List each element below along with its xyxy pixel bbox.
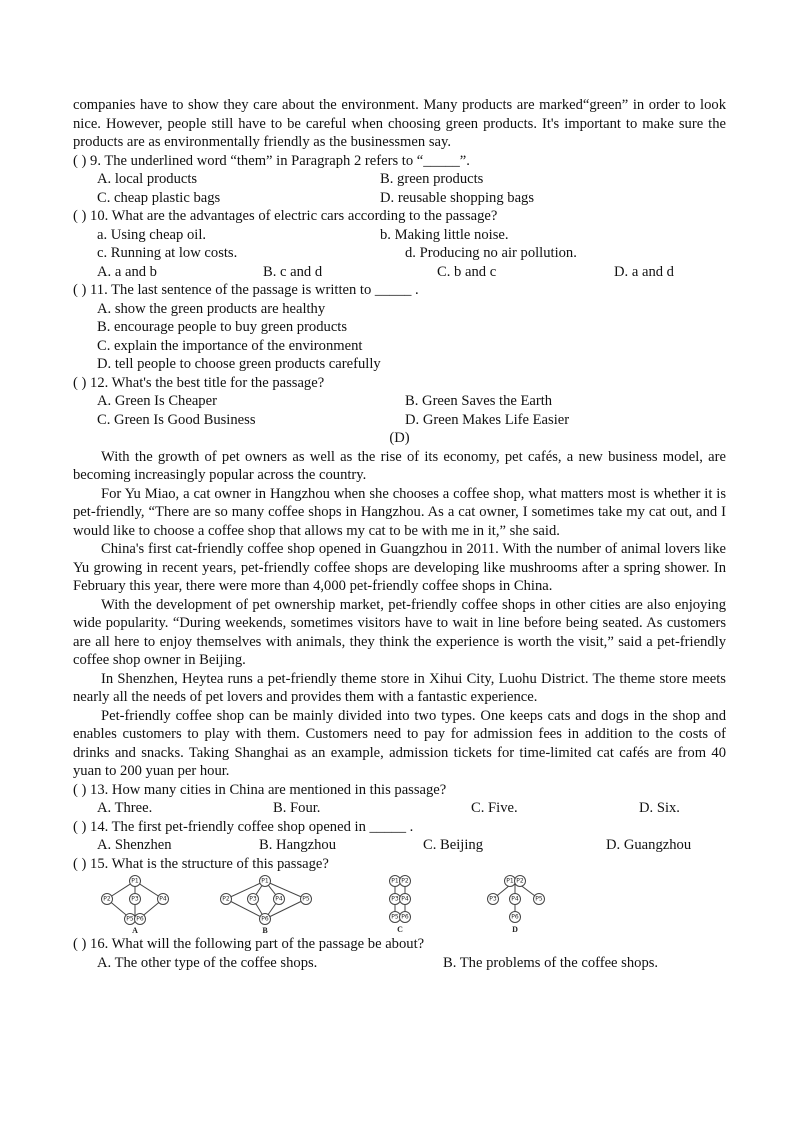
node-label: P3	[391, 895, 399, 903]
node-label: P3	[489, 895, 497, 903]
structure-diagrams	[73, 875, 726, 935]
option-13a[interactable]: A. Three.	[97, 800, 153, 816]
node-label: P4	[159, 895, 167, 903]
option-10c[interactable]: C. b and c	[437, 263, 497, 280]
option-11d[interactable]: D. tell people to choose green products carefully	[97, 356, 381, 372]
structure-diagram-d[interactable]	[483, 875, 563, 935]
option-12c[interactable]: C. Green Is Good Business	[97, 411, 256, 428]
option-16b[interactable]: B. The problems of the coffee shops.	[443, 954, 659, 971]
question-13	[73, 781, 726, 818]
option-12b[interactable]: B. Green Saves the Earth	[405, 393, 553, 409]
question-10-stem: ( ) 10. What are the advantages of electric cars according to the passage?	[73, 208, 498, 224]
option-12d[interactable]: D. Green Makes Life Easier	[405, 411, 570, 428]
question-14-stem: ( ) 14. The first pet-friendly coffee shop opened in _____ .	[73, 818, 414, 835]
node-label: P3	[131, 895, 139, 903]
option-16a[interactable]: A. The other type of the coffee shops.	[97, 954, 318, 971]
node-label: P3	[249, 895, 257, 903]
node-label: P2	[401, 877, 409, 885]
option-9d[interactable]: D. reusable shopping bags	[380, 189, 535, 206]
question-13-stem: ( ) 13. How many cities in China are mentioned in this passage?	[73, 781, 447, 798]
option-10b[interactable]: B. c and d	[263, 263, 323, 280]
node-label: P6	[401, 913, 409, 921]
structure-diagram-b[interactable]	[217, 875, 387, 935]
question-9	[73, 152, 726, 208]
node-label: P5	[535, 895, 543, 903]
question-15-stem: ( ) 15. What is the structure of this passage?	[73, 855, 329, 872]
diagram-edge	[265, 881, 306, 899]
node-label: P6	[511, 913, 519, 921]
node-label: P5	[126, 915, 134, 923]
question-15	[73, 855, 726, 936]
section-label: (D)	[389, 430, 410, 446]
option-11c[interactable]: C. explain the importance of the environment	[97, 337, 363, 354]
node-label: P2	[103, 895, 111, 903]
question-16	[73, 935, 726, 972]
node-label: P4	[275, 895, 283, 903]
option-9a[interactable]: A. local products	[97, 171, 198, 187]
node-label: P4	[401, 895, 409, 903]
option-11b[interactable]: B. encourage people to buy green products	[97, 319, 348, 335]
option-9c[interactable]: C. cheap plastic bags	[97, 189, 221, 206]
node-label: P1	[131, 877, 139, 885]
diagram-edge	[265, 899, 306, 919]
node-label: P2	[222, 895, 230, 903]
question-9-stem: ( ) 9. The underlined word “them” in Paragraph 2 refers to “_____”.	[73, 152, 470, 169]
passage-paragraph: With the growth of pet owners as well as the rise of its economy, pet cafés, a new business model, are becoming increasingly popular across the country.	[73, 448, 726, 483]
diagram-label-c: C	[397, 925, 403, 934]
option-14d[interactable]: D. Guangzhou	[606, 837, 692, 853]
option-10a[interactable]: A. a and b	[97, 263, 157, 280]
passage-paragraph: With the development of pet ownership market, pet-friendly coffee shops in other cities are also enjoying wide popularity. “During weekends, sometimes visitors have to wait in line before being seated. As customers are all here to enjoy themselves with animals, they think the experience is worth the visit,” said a pet-friendly coffee shop owner in Beijing.	[73, 596, 726, 668]
passage-paragraph: Pet-friendly coffee shop can be mainly divided into two types. One keeps cats and dogs in the shop and enables customers to play with them. Customers need to pay for admission fees in addition to the costs of drinks and snacks. Taking Shanghai as an example, admission tickets for time-limited cat cafés are from 40 yuan to 200 yuan per hour.	[73, 707, 726, 779]
option-10d[interactable]: D. a and d	[614, 263, 674, 280]
passage-paragraph: China's first cat-friendly coffee shop opened in Guangzhou in 2011. With the number of animal lovers like Yu growing in recent years, pet-friendly coffee shops are developing like mushrooms after a spring shower. In February this year, there were more than 4,000 pet-friendly coffee shops in China.	[73, 541, 726, 594]
option-11a[interactable]: A. show the green products are healthy	[97, 300, 326, 317]
option-13c[interactable]: C. Five.	[471, 800, 518, 816]
statement-10a: a. Using cheap oil.	[97, 226, 207, 243]
question-16-stem: ( ) 16. What will the following part of the passage be about?	[73, 936, 425, 952]
node-label: P1	[506, 877, 514, 885]
statement-10d: d. Producing no air pollution.	[405, 245, 577, 261]
worksheet-page	[73, 96, 726, 972]
option-13b[interactable]: B. Four.	[273, 800, 321, 816]
question-12-stem: ( ) 12. What's the best title for the passage?	[73, 374, 325, 391]
question-10	[73, 207, 726, 281]
question-12	[73, 374, 726, 430]
node-label: P2	[516, 877, 524, 885]
statement-10b: b. Making little noise.	[380, 226, 509, 243]
option-12a[interactable]: A. Green Is Cheaper	[97, 393, 217, 409]
question-14	[73, 818, 726, 855]
intro-paragraph: companies have to show they care about the environment. Many products are marked“green” in order to look nice. However, people still have to be careful when choosing green products. It's important to make sure the products are as environmentally friendly as the businessmen say.	[73, 97, 726, 150]
node-label: P5	[391, 913, 399, 921]
diagram-label-a: A	[132, 926, 138, 935]
structure-diagram-c[interactable]	[387, 875, 483, 935]
node-label: P4	[511, 895, 519, 903]
node-label: P1	[261, 877, 269, 885]
passage-paragraph: In Shenzhen, Heytea runs a pet-friendly theme store in Xihui City, Luohu District. The theme store meets nearly all the needs of pet lovers and provides them with a fantastic experience.	[73, 670, 726, 705]
passage-d	[73, 448, 726, 781]
diagram-label-b: B	[262, 926, 268, 935]
statement-10c: c. Running at low costs.	[97, 245, 238, 261]
node-label: P5	[302, 895, 310, 903]
passage-paragraph: For Yu Miao, a cat owner in Hangzhou when she chooses a coffee shop, what matters most is whether it is pet-friendly, “There are so many coffee shops in Hangzhou. As a cat owner, I sometimes take my cat out, and I would like to choose a coffee shop that allows my cat to be with me in it,” she said.	[73, 485, 726, 539]
option-13d[interactable]: D. Six.	[639, 800, 680, 816]
question-11-stem: ( ) 11. The last sentence of the passage is written to _____ .	[73, 282, 419, 298]
question-11	[73, 281, 726, 374]
node-label: P6	[261, 915, 269, 923]
option-14b[interactable]: B. Hangzhou	[259, 837, 337, 853]
structure-diagram-a[interactable]	[97, 875, 217, 935]
node-label: P6	[136, 915, 144, 923]
option-14a[interactable]: A. Shenzhen	[97, 837, 172, 853]
option-14c[interactable]: C. Beijing	[423, 837, 483, 853]
node-label: P1	[391, 877, 399, 885]
option-9b[interactable]: B. green products	[380, 171, 484, 187]
diagram-label-d: D	[512, 925, 518, 934]
